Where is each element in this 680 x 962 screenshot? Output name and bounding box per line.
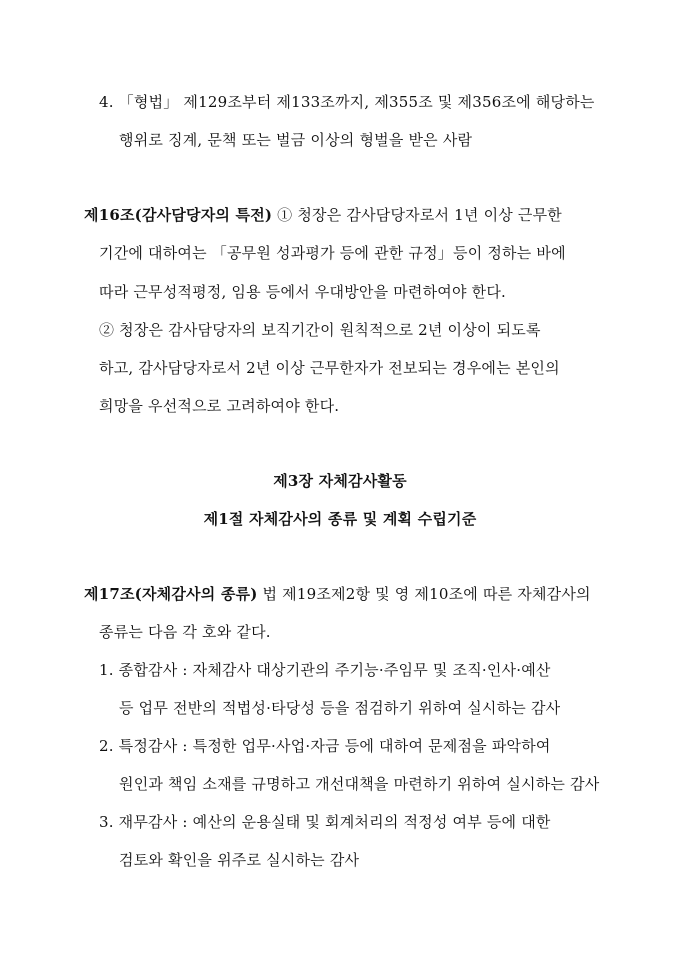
- section-title: 제1절 자체감사의 종류 및 계획 수립기준: [203, 510, 477, 528]
- article17-heading: 제17조(자체감사의 종류): [84, 585, 258, 603]
- article16-para1-line2: 기간에 대하여는 「공무원 성과평가 등에 관한 규정」등이 정하는 바에: [99, 244, 566, 262]
- article16-para2-line1: ② 청장은 감사담당자의 보직기간이 원칙적으로 2년 이상이 되도록: [99, 321, 541, 339]
- article16-para2-line2: 하고, 감사담당자로서 2년 이상 근무한자가 전보되는 경우에는 본인의: [99, 359, 560, 377]
- article15-item4-line1: 4. 「형법」 제129조부터 제133조까지, 제355조 및 제356조에 해당하는: [99, 93, 595, 111]
- article17-intro-line1: 법 제19조제2항 및 영 제10조에 따른 자체감사의: [262, 585, 591, 603]
- article15-item4-line2: 행위로 징계, 문책 또는 벌금 이상의 형벌을 받은 사람: [119, 131, 473, 149]
- article17-item1-line2: 등 업무 전반의 적법성·타당성 등을 점검하기 위하여 실시하는 감사: [119, 699, 561, 717]
- article17-item2-line2: 원인과 책임 소재를 규명하고 개선대책을 마련하기 위하여 실시하는 감사: [119, 775, 600, 793]
- article17-first-line: [84, 584, 591, 604]
- article16-heading: 제16조(감사담당자의 특전): [84, 206, 273, 224]
- article17-item3-line2: 검토와 확인을 위주로 실시하는 감사: [119, 851, 360, 869]
- article17-item1-line1: 1. 종합감사 : 자체감사 대상기관의 주기능·주임무 및 조직·인사·예산: [99, 661, 551, 679]
- article17-item2-line1: 2. 특정감사 : 특정한 업무·사업·자금 등에 대하여 문제점을 파악하여: [99, 737, 551, 755]
- article17-item3-line1: 3. 재무감사 : 예산의 운용실태 및 회계처리의 적정성 여부 등에 대한: [99, 813, 551, 831]
- article16-para2-line3: 희망을 우선적으로 고려하여야 한다.: [99, 397, 340, 415]
- article17-intro-line2: 종류는 다음 각 호와 같다.: [99, 623, 271, 641]
- article16-para1-line3: 따라 근무성적평정, 임용 등에서 우대방안을 마련하여야 한다.: [99, 283, 506, 301]
- article16-first-line: [84, 205, 562, 225]
- article16-para1-line1: ① 청장은 감사담당자로서 1년 이상 근무한: [277, 206, 562, 224]
- chapter-title: 제3장 자체감사활동: [273, 472, 407, 490]
